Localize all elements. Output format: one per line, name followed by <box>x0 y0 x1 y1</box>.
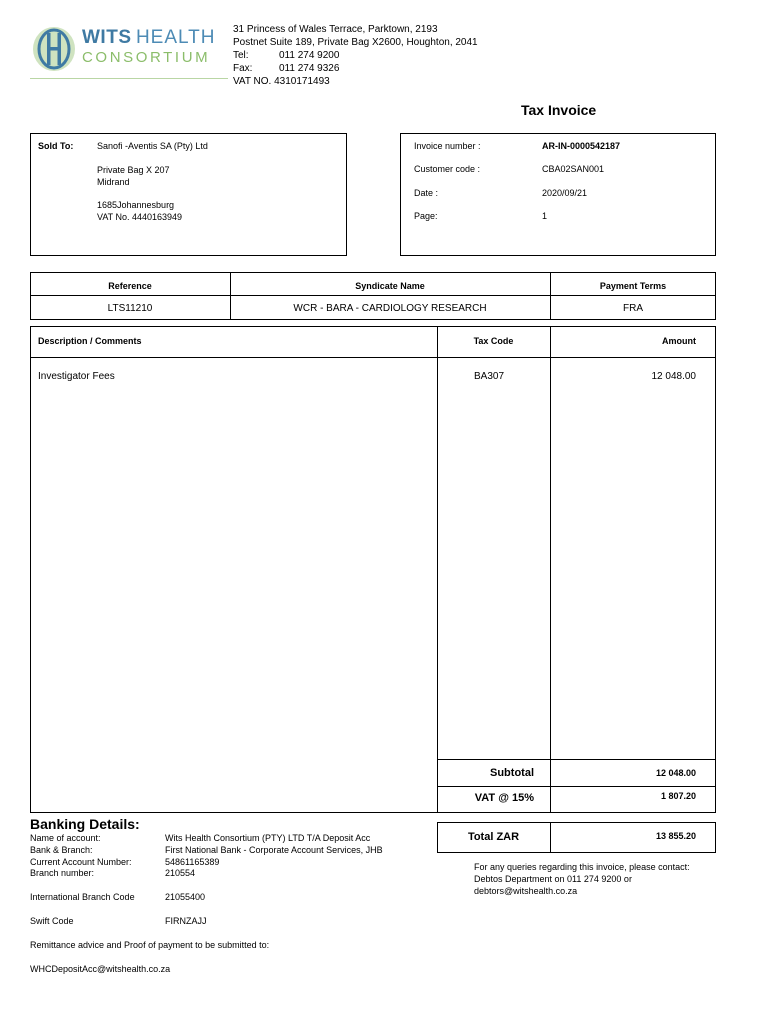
banking-label-account-name: Name of account: <box>30 833 101 843</box>
banking-value-bank-branch: First National Bank - Corporate Account Services, JHB <box>165 845 383 855</box>
subtotal-value: 12 048.00 <box>655 768 696 778</box>
logo-text-consortium: CONSORTIUM <box>82 49 211 66</box>
invoice-info-box <box>400 133 716 256</box>
reference-header: Reference <box>108 281 152 291</box>
banking-value-branch-number: 210554 <box>165 868 196 878</box>
line-item-description: Investigator Fees <box>38 371 115 382</box>
logo-text-health: HEALTH <box>135 27 216 48</box>
queries-note <box>474 861 714 897</box>
queries-line-3: debtors@witshealth.co.za <box>474 886 578 896</box>
syndicate-name-value: WCR - BARA - CARDIOLOGY RESEARCH <box>293 303 487 314</box>
items-table <box>30 326 716 813</box>
tax-code-header: Tax Code <box>473 336 514 346</box>
amount-header: Amount <box>662 336 696 346</box>
sold-to-line-4: VAT No. 4440163949 <box>97 212 183 222</box>
banking-label-bank-branch: Bank & Branch: <box>30 845 93 855</box>
company-address <box>233 24 563 88</box>
sold-to-line-1: Private Bag X 207 <box>97 165 170 175</box>
banking-value-account-number: 54861165389 <box>165 857 220 867</box>
banking-label-intl-branch-code: International Branch Code <box>30 892 135 902</box>
banking-value-account-name: Wits Health Consortium (PTY) LTD T/A Deposit Acc <box>165 833 371 843</box>
wits-logo-emblem-icon <box>30 24 78 74</box>
banking-value-intl-branch-code: 21055400 <box>165 892 206 902</box>
address-line-1: 31 Princess of Wales Terrace, Parktown, 2193 <box>233 24 438 35</box>
syndicate-name-header: Syndicate Name <box>355 281 425 291</box>
banking-label-swift-code: Swift Code <box>30 916 74 926</box>
page-value: 1 <box>542 211 548 221</box>
banking-value-swift-code: FIRNZAJJ <box>165 916 207 926</box>
subtotal-label: Subtotal <box>490 767 534 779</box>
address-line-2: Postnet Suite 189, Private Bag X2600, Houghton, 2041 <box>233 37 478 48</box>
total-label: Total ZAR <box>467 831 520 843</box>
remittance-note: Remittance advice and Proof of payment to be submitted to: <box>30 940 270 950</box>
sold-to-label: Sold To: <box>38 141 74 151</box>
description-header: Description / Comments <box>38 336 142 346</box>
sold-to-box <box>30 133 347 256</box>
vat-value: 1 807.20 <box>660 791 696 801</box>
sold-to-line-2: Midrand <box>97 177 130 187</box>
banking-label-account-number: Current Account Number: <box>30 857 132 867</box>
total-value: 13 855.20 <box>655 831 696 841</box>
payment-terms-value: FRA <box>623 303 643 314</box>
customer-code-value: CBA02SAN001 <box>542 164 605 174</box>
invoice-number-label: Invoice number : <box>414 141 481 151</box>
tel-value: 011 274 9200 <box>279 50 340 61</box>
logo-text-wits: WITS <box>82 27 132 48</box>
company-vat-number: VAT NO. 4310171493 <box>233 76 330 87</box>
fax-value: 011 274 9326 <box>279 63 340 74</box>
invoice-number-value: AR-IN-0000542187 <box>542 141 621 151</box>
page-label: Page: <box>414 211 438 221</box>
company-logo <box>30 22 230 80</box>
reference-value: LTS11210 <box>107 303 153 314</box>
banking-title: Banking Details: <box>30 816 140 832</box>
sold-to-name: Sanofi -Aventis SA (Pty) Ltd <box>97 141 208 151</box>
invoice-date-value: 2020/09/21 <box>542 188 588 198</box>
logo-underline <box>30 78 228 79</box>
fax-label: Fax: <box>233 63 253 74</box>
line-item-tax-code: BA307 <box>474 371 505 382</box>
banking-label-branch-number: Branch number: <box>30 868 95 878</box>
document-title: Tax Invoice <box>521 102 597 118</box>
sold-to-line-3: 1685Johannesburg <box>97 200 175 210</box>
invoice-date-label: Date : <box>414 188 439 198</box>
queries-line-2: Debtos Department on 011 274 9200 or <box>474 874 632 884</box>
tel-label: Tel: <box>233 50 249 61</box>
customer-code-label: Customer code : <box>414 164 481 174</box>
remittance-email[interactable]: WHCDepositAcc@witshealth.co.za <box>30 964 171 974</box>
line-item-amount: 12 048.00 <box>651 371 696 382</box>
vat-label: VAT @ 15% <box>474 792 534 804</box>
payment-terms-header: Payment Terms <box>599 281 667 291</box>
queries-line-1: For any queries regarding this invoice, please contact: <box>474 862 690 872</box>
